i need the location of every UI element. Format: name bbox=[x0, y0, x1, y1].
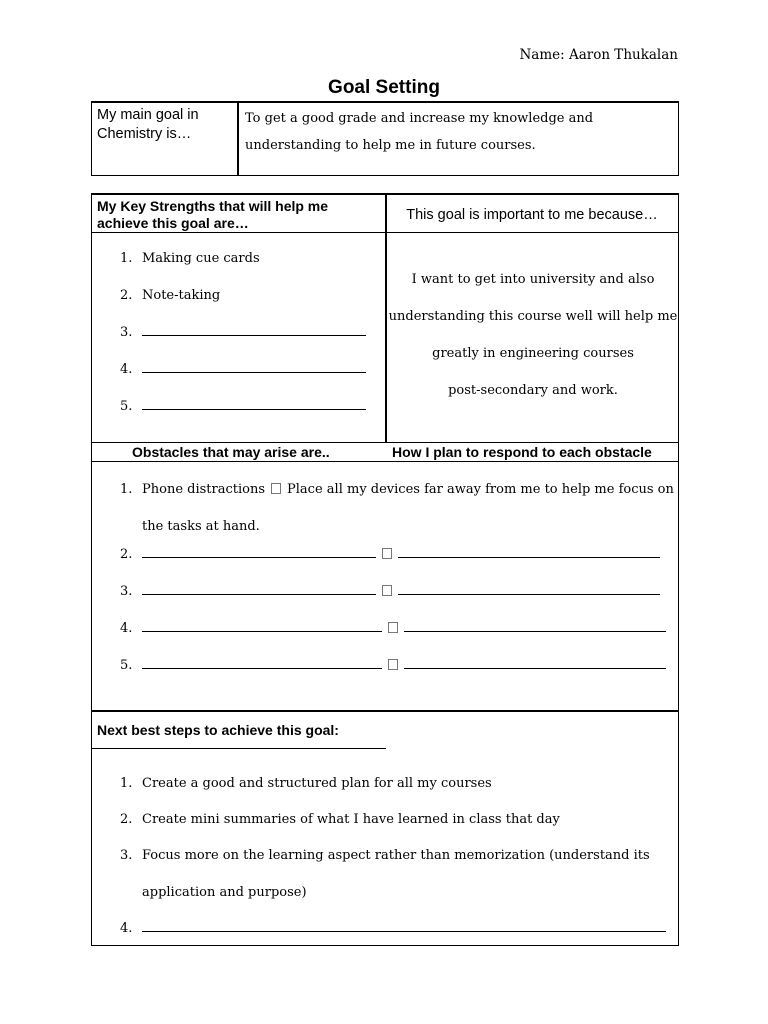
blank-line bbox=[142, 400, 366, 410]
list-item: 1. Making cue cards bbox=[120, 251, 260, 266]
list-item: 1. Create a good and structured plan for all my courses bbox=[120, 776, 492, 791]
student-name: Name: Aaron Thukalan bbox=[519, 47, 678, 63]
next-steps-header: Next best steps to achieve this goal: bbox=[97, 722, 339, 738]
list-item: 3. Focus more on the learning aspect rather than memorization (understand its application and purpose) bbox=[120, 848, 650, 900]
list-item: 5. bbox=[92, 656, 680, 693]
blank-line bbox=[398, 585, 660, 595]
strengths-obstacles-table bbox=[91, 193, 679, 711]
blank-line bbox=[404, 622, 666, 632]
response-header: How I plan to respond to each obstacle bbox=[392, 444, 652, 460]
arrow-icon bbox=[382, 585, 392, 596]
list-item: 3. bbox=[92, 582, 680, 619]
blank-line bbox=[142, 363, 366, 373]
arrow-icon bbox=[388, 622, 398, 633]
list-item: 2. bbox=[92, 545, 680, 582]
obstacles-divider bbox=[92, 442, 678, 443]
list-item: 2. Create mini summaries of what I have learned in class that day bbox=[120, 812, 560, 827]
strengths-header: My Key Strengths that will help me achieve this goal are… bbox=[97, 198, 329, 231]
list-item: 3. bbox=[92, 323, 384, 360]
header-divider bbox=[92, 232, 678, 233]
strengths-list bbox=[92, 249, 384, 434]
page-title: Goal Setting bbox=[328, 77, 440, 98]
header-underline bbox=[92, 748, 386, 749]
main-goal-text: To get a good grade and increase my knowledge and understanding to help me in future courses. bbox=[245, 111, 594, 153]
blank-line bbox=[142, 622, 382, 632]
next-steps-table bbox=[91, 710, 679, 946]
arrow-icon bbox=[271, 483, 281, 494]
blank-line bbox=[142, 326, 366, 336]
list-item: 4. bbox=[92, 619, 680, 656]
blank-line bbox=[404, 659, 666, 669]
next-steps-list bbox=[92, 766, 680, 947]
arrow-icon bbox=[388, 659, 398, 670]
main-goal-label: My main goal in Chemistry is… bbox=[92, 103, 239, 175]
blank-line bbox=[398, 548, 660, 558]
importance-header: This goal is important to me because… bbox=[406, 207, 658, 223]
list-item: 5. bbox=[92, 397, 384, 434]
blank-line bbox=[142, 659, 382, 669]
list-item: 1. Phone distractions Place all my devices far away from me to help me focus on the tasks at hand. bbox=[120, 482, 674, 534]
blank-line bbox=[142, 548, 376, 558]
list-item: 4. bbox=[92, 910, 680, 947]
obstacles-header-divider bbox=[92, 461, 678, 462]
list-item: 4. bbox=[92, 360, 384, 397]
obstacles-list bbox=[92, 480, 680, 693]
importance-text: I want to get into university and also understanding this course well will help me greatly in engineering courses post-secondary and work. bbox=[388, 272, 678, 398]
arrow-icon bbox=[382, 548, 392, 559]
blank-line bbox=[142, 922, 666, 932]
obstacles-header: Obstacles that may arise are.. bbox=[132, 444, 330, 460]
blank-line bbox=[142, 585, 376, 595]
main-goal-table bbox=[91, 101, 679, 176]
list-item: 2. Note-taking bbox=[120, 288, 221, 303]
